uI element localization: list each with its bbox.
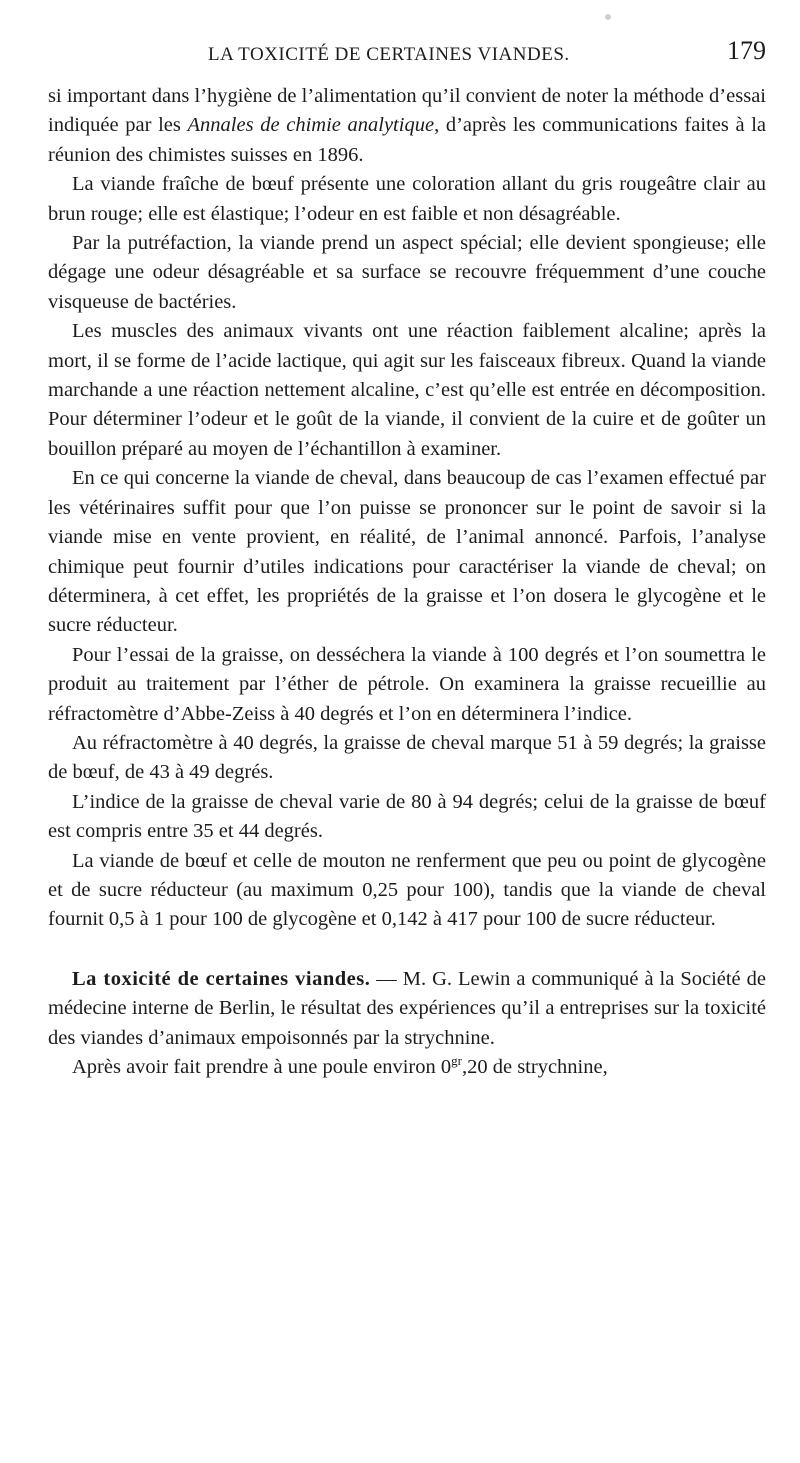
paragraph: Par la putréfaction, la viande prend un aspect spécial; elle devient spongieuse; elle dégage une odeur désagréable et sa surface se recouvre fréquemment d’une couche visqueuse de bactéries. [48,232,766,313]
section-paragraph [48,965,766,1053]
paragraph [48,1053,766,1082]
section-heading: La toxicité de certaines viandes. [72,967,371,990]
paragraph: La viande de bœuf et celle de mouton ne renferment que peu ou point de glycogène et de sucre réducteur (au maximum 0,25 pour 100), tandis que la viande de cheval fournit 0,5 à 1 pour 100 de glycogène et 0,142 à 417 pour 100 de sucre réducteur. [48,849,766,931]
paragraph-text: — M. G. Lewin a communiqué à la Société de médecine interne de Berlin, le résultat des expériences qu’il a entreprises sur la toxicité des viandes d’animaux empoisonnés par la strychnine. [48,967,766,1049]
paragraph: En ce qui concerne la viande de cheval, dans beaucoup de cas l’examen effectué par les vétérinaires suffit pour que l’on puisse se prononcer sur le point de savoir si la viande mise en vente provient, en réalité, de l’animal annoncé. Parfois, l’analyse chimique peut fournir d’utiles indications pour caractériser la viande de cheval; on déterminera, à cet effet, les propriétés de la graisse et l’on dosera le glycogène et le sucre réducteur. [48,467,766,637]
paragraph-text: ,20 de strychnine, [461,1056,608,1078]
paragraph: Pour l’essai de la graisse, on desséchera la viande à 100 degrés et l’on soumettra le produit au traitement par l’éther de pétrole. On examinera la graisse recueillie au réfractomètre d’Abbe-Zeiss à 40 degrés et l’on en déterminera l’indice. [48,643,766,725]
running-head-title: LA TOXICITÉ DE CERTAINES VIANDES. [208,44,570,65]
body-text [48,82,766,1082]
paragraph-text: si important dans l’hygiène de l’alimentation qu’il convient de noter la méthode d’essai indiquée par les [48,85,766,137]
paragraph-text: Après avoir fait prendre à une poule environ 0 [72,1056,452,1078]
ink-spot [605,14,611,20]
journal-title: Annales de chimie analytique [187,114,435,137]
paragraph-text: , d’après les communications faites à la réunion des chimistes suisses en 1896. [48,114,767,166]
unit-superscript: gr [451,1053,462,1069]
page-number: 179 [727,36,766,65]
paragraph: La viande fraîche de bœuf présente une coloration allant du gris rougeâtre clair au brun rouge; elle est élastique; l’odeur en est faible et non désagréable. [48,173,766,225]
paragraph: L’indice de la graisse de cheval varie de 80 à 94 degrés; celui de la graisse de bœuf est compris entre 35 et 44 degrés. [48,790,766,843]
paragraph: Au réfractomètre à 40 degrés, la graisse de cheval marque 51 à 59 degrés; la graisse de bœuf, de 43 à 49 degrés. [48,731,766,784]
paragraph [48,82,766,170]
running-head [48,36,766,70]
paragraph: Les muscles des animaux vivants ont une réaction faiblement alcaline; après la mort, il se forme de l’acide lactique, qui agit sur les faisceaux fibreux. Quand la viande marchande a une réaction nettement alcaline, c’est qu’elle est entrée en décomposition. Pour déterminer l’odeur et le goût de la viande, il convient de la cuire et de goûter un bouillon préparé au moyen de l’échantillon à examiner. [48,320,766,460]
